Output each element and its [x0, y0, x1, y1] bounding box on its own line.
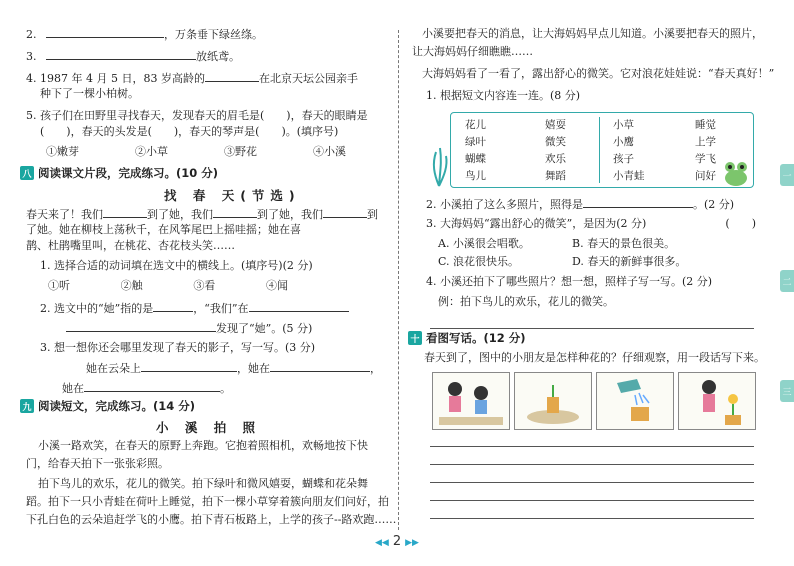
p1-blank-2[interactable] — [213, 206, 257, 218]
p1-text: 春天来了！我们 — [26, 208, 103, 221]
left-page — [22, 0, 397, 546]
section-9-heading — [20, 398, 195, 414]
section-10-title: 看图写话。(12 分) — [426, 331, 526, 345]
writing-line[interactable] — [430, 500, 754, 501]
match-left-item[interactable]: 鸟儿 — [465, 170, 486, 182]
p1-text: 到了她，我们 — [147, 208, 213, 221]
rq3-text: 3. 大海妈妈“露出舒心的微笑”，是因为(2 分) — [426, 217, 647, 230]
question-3 — [26, 48, 240, 65]
p1-text: 到了她，我们 — [257, 208, 323, 221]
q5-text2: ( )，春天的头发是( )，春天的琴声是( )。(填序号) — [40, 125, 339, 138]
q4-blank[interactable] — [205, 70, 259, 82]
sq1-option: ④闻 — [265, 279, 288, 292]
page-divider — [398, 30, 399, 530]
match-right-item[interactable]: 嬉耍 — [545, 119, 566, 131]
rq3-option-b[interactable]: B. 春天的景色很美。 — [572, 237, 676, 250]
match-left-item[interactable]: 小青蛙 — [613, 170, 645, 182]
right-question-4: 4. 小溪还拍下了哪些照片？想一想，照样子写一写。(2 分) — [426, 275, 713, 288]
rq4-example: 例：拍下鸟儿的欢乐，花儿的微笑。 — [438, 295, 614, 308]
table-divider — [599, 117, 600, 183]
q3-blank[interactable] — [46, 48, 196, 60]
match-right-item[interactable]: 学飞 — [695, 153, 716, 165]
question-2 — [26, 26, 263, 43]
p1-text: 到 — [367, 208, 378, 221]
match-right-item[interactable]: 睡觉 — [695, 119, 716, 131]
sub-question-3-line-1 — [86, 360, 381, 377]
p1-blank-3[interactable] — [323, 206, 367, 218]
match-left-item[interactable]: 绿叶 — [465, 136, 486, 148]
question-4 — [26, 70, 358, 87]
planting-seed-icon — [515, 373, 591, 429]
rq2-text: 2. 小溪拍了这么多照片，照得是 — [426, 198, 583, 211]
match-left-item[interactable]: 花儿 — [465, 119, 486, 131]
section-10-badge: 十 — [408, 331, 422, 345]
picture-panel-2 — [514, 372, 592, 430]
section-9-badge: 九 — [20, 399, 34, 413]
children-digging-icon — [433, 373, 509, 429]
passage-2-line: 蹈。拍下一只小青蛙在荷叶上睡觉，拍下一棵小草穿着簇向朋友们问好，拍 — [26, 495, 389, 508]
sub-question-1: 1. 选择合适的动词填在选文中的横线上。(填序号)(2 分) — [40, 259, 313, 272]
match-left-item[interactable]: 小草 — [613, 119, 634, 131]
q5-option: ②小草 — [135, 145, 168, 158]
rq3-answer-box[interactable]: ( ) — [725, 217, 756, 230]
sq2-blank-1[interactable] — [153, 300, 193, 312]
match-right-item[interactable]: 舞蹈 — [545, 170, 566, 182]
side-tab[interactable]: 三 — [780, 380, 794, 402]
side-tab[interactable]: 二 — [780, 270, 794, 292]
question-5 — [26, 108, 368, 124]
passage-1-line-3: 鹊、杜鹃嘴里叫，在桃花、杏花枝头笑…… — [26, 239, 235, 252]
sq2-blank-3[interactable] — [66, 320, 216, 332]
section-8-heading — [20, 165, 218, 181]
section-8-badge: 八 — [20, 166, 34, 180]
p1-blank-1[interactable] — [103, 206, 147, 218]
right-page — [410, 0, 775, 546]
watering-icon — [597, 373, 673, 429]
passage-2-line: 门，给春天拍下一张张彩照。 — [26, 457, 169, 470]
sub-question-3: 3. 想一想你还会哪里发现了春天的影子，写一写。(3 分) — [40, 341, 316, 354]
picture-strip — [432, 372, 754, 430]
page-footer — [0, 534, 794, 549]
passage-2-cont-line-1: 小溪要把春天的消息，让大海妈妈早点儿知道。小溪要把春天的照片， — [422, 27, 763, 40]
sub-question-2 — [40, 300, 349, 317]
sq3-text: 她在云朵上 — [86, 362, 141, 375]
sq2-text: 2. 选文中的“她”指的是 — [40, 302, 154, 315]
rq3-option-c[interactable]: C. 浪花很快乐。 — [438, 255, 520, 268]
matching-table — [450, 112, 754, 188]
q2-blank[interactable] — [46, 26, 164, 38]
match-right-item[interactable]: 欢乐 — [545, 153, 566, 165]
picture-panel-1 — [432, 372, 510, 430]
next-arrow-icon[interactable]: ▶▶ — [405, 538, 419, 548]
plant-icon — [428, 146, 450, 188]
sub-question-2-line-2 — [66, 320, 312, 337]
q4-text1: 1987 年 4 月 5 日，83 岁高龄的 — [40, 72, 205, 85]
rq2-blank[interactable] — [583, 196, 693, 208]
q2-number: 2. — [26, 28, 37, 41]
writing-line[interactable] — [430, 464, 754, 465]
sub-question-1-options — [48, 278, 288, 294]
sq1-option: ①听 — [48, 279, 70, 292]
q3-number: 3. — [26, 50, 37, 63]
match-left-item[interactable]: 小鹰 — [613, 136, 634, 148]
picture-panel-4 — [678, 372, 756, 430]
match-left-item[interactable]: 蝴蝶 — [465, 153, 486, 165]
writing-line[interactable] — [430, 518, 754, 519]
q3-text: 放纸鸢。 — [196, 50, 240, 63]
match-right-item[interactable]: 问好 — [695, 170, 716, 182]
sq3-blank-3[interactable] — [84, 380, 220, 392]
passage-2-line: 小溪一路欢笑，在春天的原野上奔跑。它抱着照相机，欢畅地按下快 — [38, 439, 368, 452]
q5-options — [46, 144, 346, 160]
section-8-title: 阅读课文片段，完成练习。(10 分) — [38, 166, 219, 180]
sq3-text: ，她在 — [237, 362, 270, 375]
match-left-item[interactable]: 孩子 — [613, 153, 634, 165]
writing-line[interactable] — [430, 482, 754, 483]
sq1-option: ②触 — [120, 279, 143, 292]
sq2-blank-2[interactable] — [249, 300, 349, 312]
q4-number: 4. — [26, 72, 37, 85]
section-10-description: 春天到了，图中的小朋友是怎样种花的？仔细观察，用一段话写下来。 — [424, 351, 765, 364]
writing-line[interactable] — [430, 446, 754, 447]
passage-1-title: 找 春 天(节选) — [164, 188, 301, 203]
sq3-text: 她在 — [62, 382, 84, 395]
picture-panel-3 — [596, 372, 674, 430]
right-question-3 — [426, 216, 756, 232]
rq3-option-d[interactable]: D. 春天的新鲜事很多。 — [572, 255, 687, 268]
sq3-blank-2[interactable] — [270, 360, 370, 372]
rq4-answer-line[interactable] — [430, 328, 754, 329]
match-right-item[interactable]: 上学 — [695, 136, 716, 148]
q4-text3: 种下了一棵小柏树。 — [40, 87, 139, 100]
q5-number: 5. — [26, 109, 37, 122]
q5-option: ③野花 — [224, 145, 257, 158]
page-number: 2 — [392, 534, 402, 549]
sq3-text: 。 — [220, 382, 231, 395]
q5-option: ④小溪 — [313, 145, 346, 158]
passage-1-line-2: 了她。她在柳枝上荡秋千，在风筝尾巴上摇哇摇；她在喜 — [26, 223, 301, 236]
flower-bloom-icon — [679, 373, 755, 429]
q4-text2: 在北京天坛公园亲手 — [258, 72, 358, 85]
passage-2-line: 下孔白色的云朵追赶学飞的小鹰。拍下青石板路上，上学的孩子--路欢跑…… — [26, 513, 397, 526]
q2-text: ，万条垂下绿丝绦。 — [164, 28, 263, 41]
rq3-option-a[interactable]: A. 小溪很会唱歌。 — [438, 237, 530, 250]
sq1-option: ③看 — [193, 279, 216, 292]
sq2-text: 发现了“她”。(5 分) — [216, 322, 313, 335]
passage-1-line-1 — [26, 206, 378, 223]
frog-icon — [722, 158, 750, 188]
passage-2-cont-line-2: 让大海妈妈仔细瞧瞧…… — [412, 45, 533, 58]
sq2-text: ，“我们”在 — [193, 302, 249, 315]
passage-2-cont-line-3: 大海妈妈看了一看了，露出舒心的微笑。它对浪花娃娃说：“春天真好！” — [422, 67, 775, 80]
match-right-item[interactable]: 微笑 — [545, 136, 566, 148]
section-10-heading — [408, 330, 526, 346]
sq3-text: ， — [370, 362, 381, 375]
section-9-title: 阅读短文，完成练习。(14 分) — [38, 399, 196, 413]
sub-question-3-line-2 — [62, 380, 231, 397]
passage-2-title: 小 溪 拍 照 — [156, 420, 262, 435]
prev-arrow-icon[interactable]: ◀◀ — [375, 538, 389, 548]
sq3-blank-1[interactable] — [141, 360, 237, 372]
q5-text1: 孩子们在田野里寻找春天，发现春天的眉毛是( )，春天的眼睛是 — [40, 109, 368, 122]
side-tab[interactable]: 一 — [780, 164, 794, 186]
q5-option: ①嫩芽 — [46, 145, 79, 158]
passage-2-line: 拍下鸟儿的欢乐，花儿的微笑。拍下绿叶和微风嬉耍，蝴蝶和花朵舞 — [38, 477, 368, 490]
right-question-1: 1. 根据短文内容连一连。(8 分) — [426, 89, 581, 102]
rq2-text: 。(2 分) — [693, 198, 735, 211]
right-question-2 — [426, 196, 734, 213]
